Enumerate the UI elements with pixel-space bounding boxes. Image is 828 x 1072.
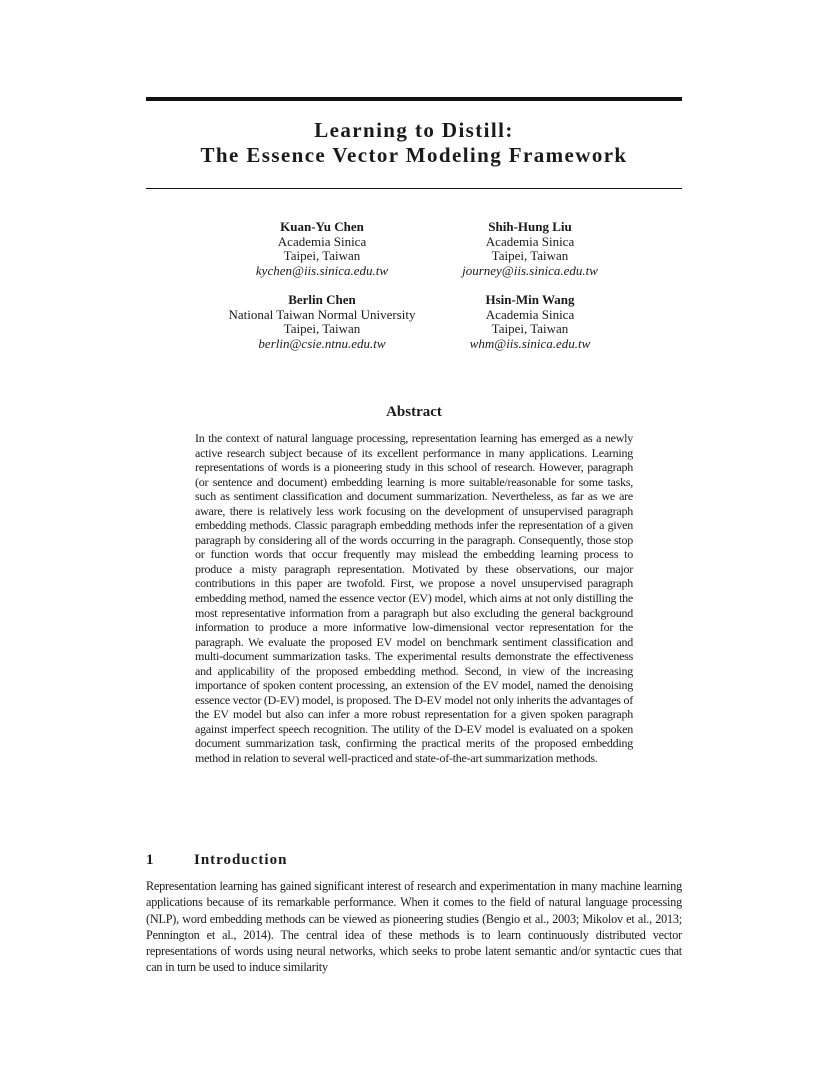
author-email: whm@iis.sinica.edu.tw — [469, 336, 591, 352]
title-top-rule — [146, 97, 682, 101]
author-location: Taipei, Taiwan — [491, 321, 569, 337]
section-title: Introduction — [194, 852, 288, 868]
section-heading-introduction — [146, 851, 287, 869]
author-location: Taipei, Taiwan — [491, 248, 569, 264]
title-line-2: The Essence Vector Modeling Framework — [200, 143, 628, 167]
section-number: 1 — [146, 852, 155, 868]
author-name: Shih-Hung Liu — [488, 219, 572, 234]
author-email: berlin@csie.ntnu.edu.tw — [258, 336, 386, 352]
author-location: Taipei, Taiwan — [283, 321, 361, 337]
author-affiliation: Academia Sinica — [485, 233, 575, 249]
paper-title — [146, 118, 682, 168]
author-name: Kuan-Yu Chen — [280, 219, 364, 234]
author-affiliation: National Taiwan Normal University — [228, 306, 416, 322]
title-line-1: Learning to Distill: — [314, 118, 514, 142]
introduction-text: Representation learning has gained significant interest of research and experimentation in many machine learning applications because of its remarkable performance. When it comes to the field of natural language processing (NLP), word embedding methods can be viewed as pioneering studies (Bengio et al., 2003; Mikolov et al., 2013; Pennington et al., 2014). The central idea of these methods is to learn continuously distributed vector representations of words using neural networks, which seeks to probe latent semantic and/or syntactic cues that can in turn be used to induce similarity — [146, 879, 682, 975]
author-name: Hsin-Min Wang — [485, 292, 575, 307]
author-block-3 — [206, 293, 438, 352]
title-bottom-rule — [146, 188, 682, 189]
abstract-text: In the context of natural language processing, representation learning has emerged as a newly active research subject because of its excellent performance in many applications. Learning representations of words is a pioneering study in this school of research. However, paragraph (or sentence and document) embedding learning is more suitable/reasonable for some tasks, such as sentiment classification and document summarization. Nevertheless, as far as we are aware, there is relatively less work focusing on the development of unsupervised paragraph embedding methods. Classic paragraph embedding methods infer the representation of a given paragraph by considering all of the words occurring in the paragraph. Consequently, those stop or function words that occur frequently may mislead the embedding learning process to produce a misty paragraph representation. Motivated by these observations, our major contributions in this paper are twofold. First, we propose a novel unsupervised paragraph embedding method, named the essence vector (EV) model, which aims at not only distilling the most representative information from a paragraph but also excluding the general background information to produce a more informative low-dimensional vector representation for the paragraph. We evaluate the proposed EV model on benchmark sentiment classification and multi-document summarization tasks. The experimental results demonstrate the effectiveness and applicability of the proposed embedding method. Second, in view of the increasing importance of spoken content processing, an extension of the EV model, named the denoising essence vector (D-EV) model, is proposed. The D-EV model not only inherits the advantages of the EV model but also can infer a more robust representation for a given spoken paragraph against imperfect speech recognition. The utility of the D-EV model is evaluated on a spoken document summarization task, confirming the practical merits of the proposed embedding method in relation to several well-practiced and state-of-the-art summarization methods. — [195, 431, 633, 766]
author-name: Berlin Chen — [288, 292, 356, 307]
author-email: journey@iis.sinica.edu.tw — [462, 263, 598, 279]
abstract-heading: Abstract — [386, 404, 442, 420]
author-block-1 — [222, 220, 422, 279]
author-affiliation: Academia Sinica — [277, 233, 367, 249]
author-location: Taipei, Taiwan — [283, 248, 361, 264]
author-block-2 — [430, 220, 630, 279]
author-affiliation: Academia Sinica — [485, 306, 575, 322]
author-email: kychen@iis.sinica.edu.tw — [255, 263, 389, 279]
author-block-4 — [430, 293, 630, 352]
